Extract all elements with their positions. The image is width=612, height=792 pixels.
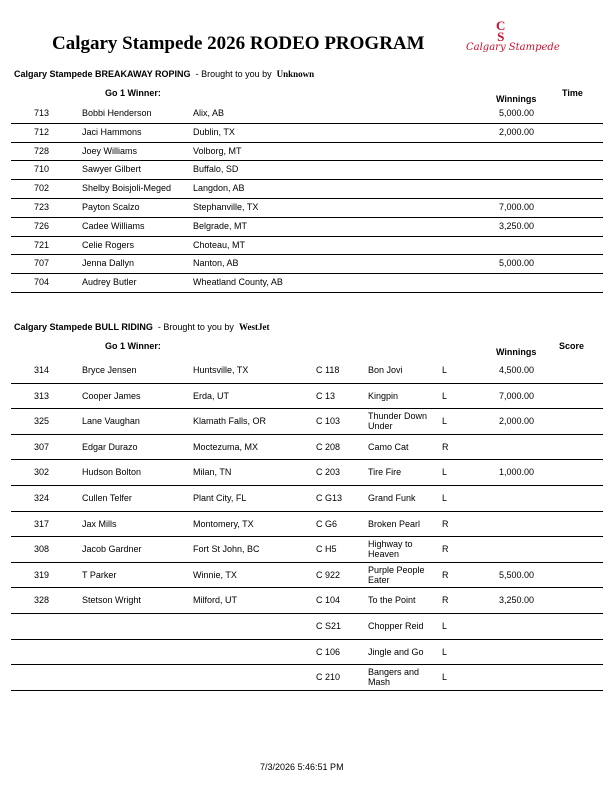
stock-contractor: C S21 xyxy=(316,621,342,631)
animal-name: Thunder Down Under xyxy=(368,411,428,432)
animal-name: To the Point xyxy=(368,595,416,606)
stock-contractor: C G6 xyxy=(316,518,338,529)
chute-side: R xyxy=(442,544,449,555)
winnings-value: 2,000.00 xyxy=(499,416,535,427)
stock-contractor: C 118 xyxy=(316,365,340,375)
go-winner-label: Go 1 Winner: xyxy=(105,88,161,98)
winnings-value: 4,500.00 xyxy=(499,365,535,375)
contestant-hometown: Milan, TN xyxy=(193,467,232,478)
animal-name: Jingle and Go xyxy=(368,646,424,657)
contestant-number: 328 xyxy=(34,595,50,606)
table-row xyxy=(11,179,603,199)
contestant-number: 319 xyxy=(34,569,50,580)
animal-name: Bangers and Mash xyxy=(368,667,420,688)
table-row xyxy=(11,562,603,589)
table-row xyxy=(11,639,603,666)
contestant-hometown: Winnie, TX xyxy=(193,569,237,580)
contestant-name: Cadee Williams xyxy=(82,220,145,231)
stock-contractor: C 13 xyxy=(316,390,336,401)
contestant-hometown: Fort St John, BC xyxy=(193,544,260,555)
chute-side: R xyxy=(442,518,449,529)
animal-name: Tire Fire xyxy=(368,467,402,478)
contestant-name: Jacob Gardner xyxy=(82,544,142,555)
animal-name: Broken Pearl xyxy=(368,518,421,529)
contestant-number: 324 xyxy=(34,493,50,503)
contestant-number: 314 xyxy=(34,365,50,375)
stock-contractor: C 106 xyxy=(316,646,341,657)
contestant-number: 307 xyxy=(34,441,50,452)
contestant-number: 707 xyxy=(34,258,50,269)
contestant-number: 313 xyxy=(34,390,50,401)
animal-name: Purple People Eater xyxy=(368,564,425,585)
contestant-hometown: Montomery, TX xyxy=(193,518,254,529)
chute-side: L xyxy=(442,672,448,683)
chute-side: L xyxy=(442,365,448,375)
contestant-name: Sawyer Gilbert xyxy=(82,164,142,175)
chute-side: R xyxy=(442,569,449,580)
contestant-number: 704 xyxy=(34,277,50,288)
table-row xyxy=(11,536,603,563)
table-row xyxy=(11,160,603,180)
animal-name: Chopper Reid xyxy=(368,621,424,631)
table-row xyxy=(11,408,603,435)
col-score-header: Score xyxy=(559,341,585,351)
winnings-value: 3,250.00 xyxy=(499,220,535,231)
contestant-hometown: Dublin, TX xyxy=(193,126,235,137)
table-row xyxy=(11,459,603,486)
chute-side: L xyxy=(442,416,448,427)
table-row xyxy=(11,613,603,640)
contestant-name: Lane Vaughan xyxy=(82,416,140,427)
contestant-name: Bobbi Henderson xyxy=(82,108,152,118)
contestant-name: Edgar Durazo xyxy=(82,441,138,452)
stock-contractor: C 210 xyxy=(316,672,341,683)
table-row xyxy=(11,104,603,124)
winnings-value: 5,000.00 xyxy=(499,108,535,118)
table-row xyxy=(11,273,603,293)
stock-contractor: C 922 xyxy=(316,569,341,580)
brought-by-text: - Brought to you by xyxy=(157,322,234,332)
chute-side: L xyxy=(442,493,448,503)
stock-contractor: C 103 xyxy=(316,416,341,427)
event-name: Calgary Stampede BREAKAWAY ROPING xyxy=(14,69,191,79)
winnings-value: 5,000.00 xyxy=(499,258,535,269)
animal-name: Highway to Heaven xyxy=(368,539,413,560)
winnings-value: 3,250.00 xyxy=(499,595,535,606)
col-winnings-header: Winnings xyxy=(496,347,537,357)
contestant-name: Shelby Boisjoli-Meged xyxy=(82,183,172,194)
contestant-number: 325 xyxy=(34,416,50,427)
calgary-stampede-logo xyxy=(466,18,560,60)
table-row xyxy=(11,434,603,461)
contestant-number: 317 xyxy=(34,518,50,529)
contestant-name: Stetson Wright xyxy=(82,595,141,606)
event-name: Calgary Stampede BULL RIDING xyxy=(14,322,153,332)
winnings-value: 7,000.00 xyxy=(499,390,535,401)
chute-side: L xyxy=(442,390,448,401)
contestant-name: Cullen Telfer xyxy=(82,493,132,503)
contestant-hometown: Stephanville, TX xyxy=(193,202,259,212)
contestant-hometown: Milford, UT xyxy=(193,595,238,606)
sponsor-name: WestJet xyxy=(238,322,270,332)
table-row xyxy=(11,198,603,218)
table-row xyxy=(11,485,603,512)
chute-side: L xyxy=(442,621,448,631)
chute-side: L xyxy=(442,467,448,478)
table-row xyxy=(11,142,603,162)
stock-contractor: C 203 xyxy=(316,467,341,478)
contestant-name: Payton Scalzo xyxy=(82,202,140,212)
logo-script: Calgary Stampede xyxy=(466,42,560,53)
animal-name: Grand Funk xyxy=(368,493,416,503)
print-timestamp: 7/3/2026 5:46:51 PM xyxy=(260,762,344,772)
contestant-hometown: Nanton, AB xyxy=(193,258,239,269)
brought-by-text: - Brought to you by xyxy=(195,69,272,79)
section-heading-breakaway xyxy=(14,69,314,79)
animal-name: Camo Cat xyxy=(368,441,409,452)
contestant-number: 726 xyxy=(34,220,50,231)
go-winner-label: Go 1 Winner: xyxy=(105,341,161,351)
table-row xyxy=(11,383,603,410)
table-row xyxy=(11,664,603,691)
contestant-hometown: Plant City, FL xyxy=(193,493,247,503)
stock-contractor: C G13 xyxy=(316,493,343,503)
page-title: Calgary Stampede 2026 RODEO PROGRAM xyxy=(52,33,425,54)
table-row xyxy=(11,254,603,274)
contestant-name: Joey Williams xyxy=(82,145,138,156)
contestant-name: Jenna Dallyn xyxy=(82,258,135,269)
contestant-name: Celie Rogers xyxy=(82,239,135,250)
section-heading-bullriding xyxy=(14,322,269,332)
contestant-number: 713 xyxy=(34,108,50,118)
winnings-value: 1,000.00 xyxy=(499,467,535,478)
contestant-hometown: Klamath Falls, OR xyxy=(193,416,267,427)
stock-contractor: C H5 xyxy=(316,544,337,555)
contestant-number: 728 xyxy=(34,145,50,156)
contestant-number: 308 xyxy=(34,544,50,555)
table-row xyxy=(11,236,603,256)
contestant-number: 710 xyxy=(34,164,50,175)
animal-name: Kingpin xyxy=(368,390,399,401)
table-row xyxy=(11,123,603,143)
contestant-number: 721 xyxy=(34,239,50,250)
chute-side: L xyxy=(442,646,448,657)
contestant-name: Bryce Jensen xyxy=(82,365,137,375)
contestant-hometown: Moctezuma, MX xyxy=(193,441,259,452)
table-row xyxy=(11,587,603,614)
table-row xyxy=(11,217,603,237)
contestant-number: 723 xyxy=(34,202,50,212)
contestant-name: Hudson Bolton xyxy=(82,467,142,478)
contestant-number: 302 xyxy=(34,467,50,478)
winnings-value: 5,500.00 xyxy=(499,569,535,580)
contestant-hometown: Buffalo, SD xyxy=(193,164,239,175)
contestant-name: Cooper James xyxy=(82,390,141,401)
contestant-name: T Parker xyxy=(82,569,117,580)
contestant-hometown: Wheatland County, AB xyxy=(193,277,283,288)
contestant-hometown: Alix, AB xyxy=(193,108,225,118)
winnings-value: 2,000.00 xyxy=(499,126,535,137)
winnings-value: 7,000.00 xyxy=(499,202,535,212)
table-row xyxy=(11,357,603,384)
contestant-hometown: Erda, UT xyxy=(193,390,230,401)
contestant-number: 712 xyxy=(34,126,50,137)
contestant-name: Jaci Hammons xyxy=(82,126,142,137)
contestant-hometown: Volborg, MT xyxy=(193,145,242,156)
col-time-header: Time xyxy=(562,88,583,98)
contestant-name: Jax Mills xyxy=(82,518,117,529)
table-row xyxy=(11,511,603,538)
contestant-number: 702 xyxy=(34,183,50,194)
stock-contractor: C 208 xyxy=(316,441,341,452)
col-winnings-header: Winnings xyxy=(496,94,537,104)
animal-name: Bon Jovi xyxy=(368,365,403,375)
sponsor-name: Unknown xyxy=(276,69,315,79)
contestant-name: Audrey Butler xyxy=(82,277,137,288)
chute-side: R xyxy=(442,595,449,606)
logo-monogram: C S xyxy=(496,18,506,44)
stock-contractor: C 104 xyxy=(316,595,341,606)
contestant-hometown: Langdon, AB xyxy=(193,183,245,194)
contestant-hometown: Belgrade, MT xyxy=(193,220,248,231)
contestant-hometown: Choteau, MT xyxy=(193,239,246,250)
chute-side: R xyxy=(442,441,449,452)
contestant-hometown: Huntsville, TX xyxy=(193,365,249,375)
